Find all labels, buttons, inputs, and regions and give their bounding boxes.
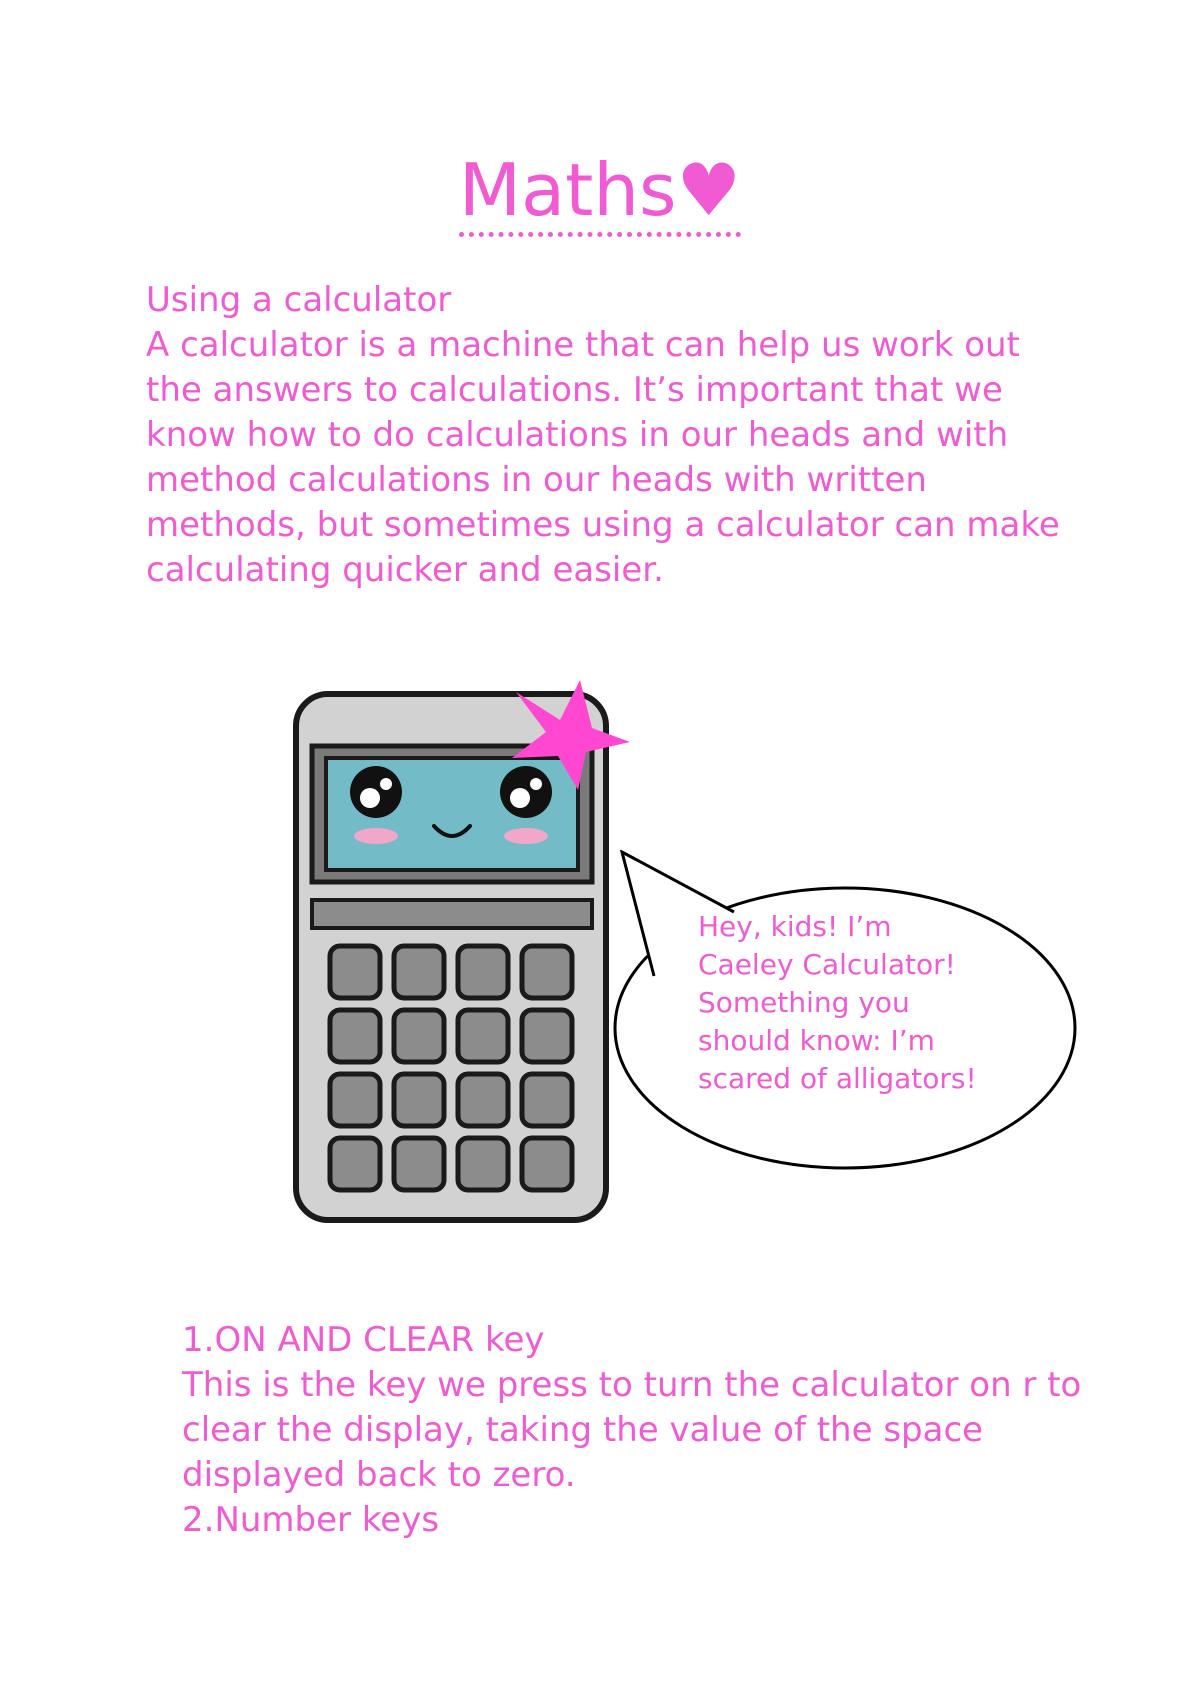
keys-section [182, 1318, 1102, 1543]
intro-paragraph: A calculator is a machine that can help us work out the answers to calculations. It’s important that we know how to do calculations in our heads and with method calculations in our heads with written methods, but sometimes using a calculator can make calculating quicker and easier. [146, 325, 1060, 590]
title-text [459, 150, 741, 237]
calculator-key [394, 1074, 444, 1126]
calculator-key [458, 946, 508, 998]
right-eye-icon [500, 766, 552, 818]
calculator-key [522, 1074, 572, 1126]
calculator-key [330, 1074, 380, 1126]
calculator-key [522, 1010, 572, 1062]
right-blush-icon [504, 828, 548, 844]
left-blush-icon [354, 828, 398, 844]
calculator-strip [312, 900, 592, 928]
calculator-key [330, 1010, 380, 1062]
calculator-key [330, 1138, 380, 1190]
calculator-key [330, 946, 380, 998]
calculator-key [394, 946, 444, 998]
heart-icon: ♥ [676, 148, 742, 232]
calculator-key [394, 1010, 444, 1062]
left-eye-icon [350, 766, 402, 818]
intro-section [146, 278, 1066, 593]
page-title [0, 150, 1200, 237]
key2-title: 2.Number keys [182, 1500, 440, 1540]
calculator-key [458, 1138, 508, 1190]
calculator-key [458, 1010, 508, 1062]
calculator-key [522, 946, 572, 998]
calculator-key [394, 1138, 444, 1190]
key1-title: 1.ON AND CLEAR key [182, 1320, 545, 1360]
calculator-illustration [290, 670, 630, 1230]
calculator-key [522, 1138, 572, 1190]
calculator-key [458, 1074, 508, 1126]
key1-description: This is the key we press to turn the calculator on r to clear the display, taking the value of the space displayed back to zero. [182, 1365, 1082, 1495]
speech-bubble-text: Hey, kids! I’m Caeley Calculator! Something you should know: I’m scared of alligators! [698, 910, 977, 1095]
intro-heading: Using a calculator [146, 280, 452, 320]
title-word: Maths [458, 148, 677, 232]
